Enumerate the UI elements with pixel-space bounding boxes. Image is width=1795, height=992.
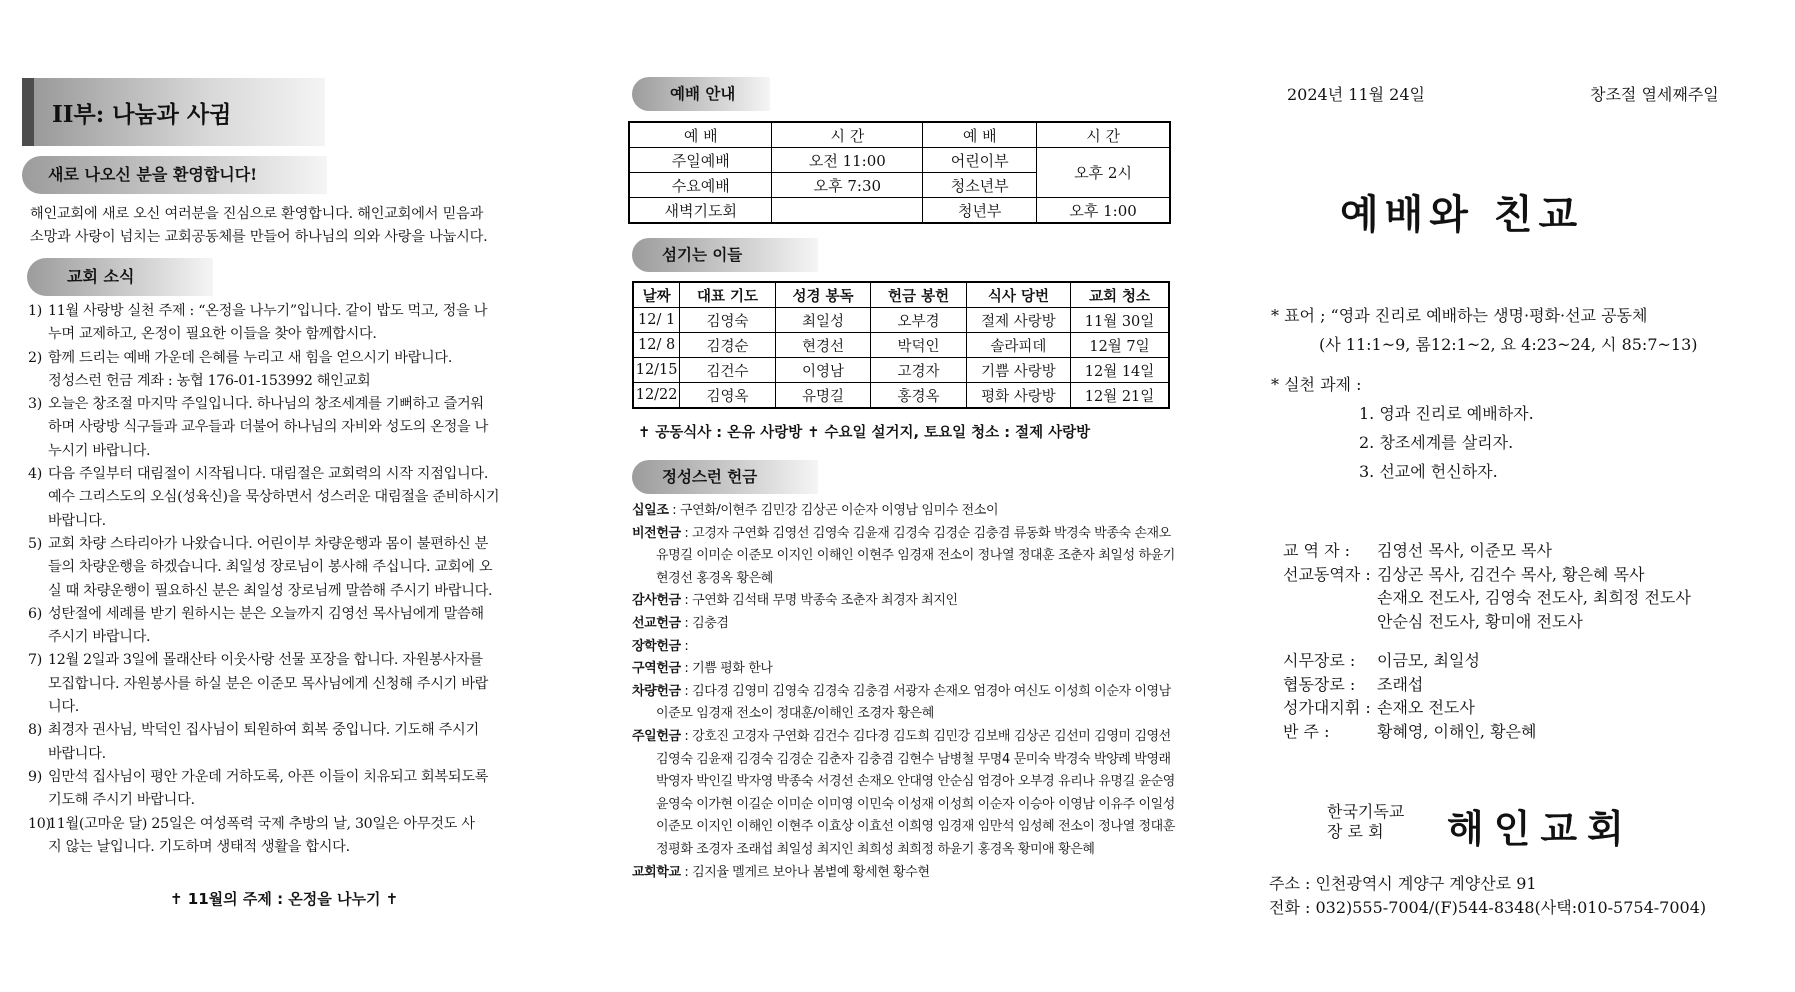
header-cell: 예 배: [629, 122, 772, 148]
staff-names: 김영선 목사, 이준모 목사: [1377, 541, 1552, 560]
staff-role: 시무장로 :: [1283, 651, 1356, 670]
motto: [1271, 301, 1698, 359]
news-number: 5): [28, 535, 42, 552]
news-line: 누며 교제하고, 온정이 필요한 이들을 찾아 함께합시다.: [48, 326, 377, 343]
staff-role: 교 역 자 :: [1283, 541, 1351, 560]
worship-header: [632, 77, 770, 111]
worship-row: [629, 148, 1170, 173]
part-title: II부: 나눔과 사귐: [52, 101, 232, 128]
worship-name: 수요예배: [629, 173, 772, 198]
staff-names: 김상곤 목사, 김건수 목사, 황은혜 목사: [1377, 564, 1645, 584]
news-line: 모집합니다. 자원봉사를 하실 분은 이준모 목사님에게 신청해 주시기 바랍: [48, 675, 489, 692]
offering-label: 십일조: [632, 503, 669, 518]
news-line: 주시기 바랍니다.: [48, 629, 151, 646]
denomination: [1327, 802, 1404, 842]
address: 주소 : 인천광역시 계양구 계양산로 91: [1269, 874, 1537, 893]
church-name: 해인교회: [1447, 807, 1634, 851]
worship-name: 청년부: [923, 198, 1037, 224]
offering-label: 교회학교: [632, 864, 681, 880]
staff-role: 협동장로 :: [1283, 674, 1356, 694]
staff-role: 성가대지휘 :: [1283, 698, 1371, 717]
offering-row: [632, 681, 1182, 726]
separator: :: [680, 683, 693, 699]
header-cell: 시 간: [1037, 122, 1170, 148]
contact: [1269, 872, 1706, 920]
staff-row: [1283, 586, 1691, 610]
duty-cell: 김건수: [680, 358, 776, 383]
motto-text: * 표어 ; “영과 진리로 예배하는 생명·평화·선교 공동체: [1271, 306, 1648, 325]
staff-names: 안순심 전도사, 황미애 전도사: [1377, 611, 1583, 631]
duty-cell: 유명길: [775, 383, 871, 409]
welcome-line: 소망과 사랑이 넘치는 교회공동체를 만들어 하나님의 의와 사랑을 나눕시다.: [30, 229, 488, 246]
elders-list: [1283, 649, 1536, 743]
offering-label: 선교헌금: [632, 615, 681, 631]
welcome-title: 새로 나오신 분을 환영합니다!: [48, 165, 258, 184]
staff-names: 이금모, 최일성: [1377, 651, 1480, 670]
news-number: 2): [28, 349, 42, 366]
news-line: 니다.: [48, 699, 80, 716]
offering-label: 주일헌금: [632, 728, 681, 744]
separator: :: [680, 615, 693, 631]
duty-cell: 박덕인: [871, 333, 967, 358]
offering-names: 기쁨 평화 한나: [692, 661, 773, 677]
duty-cell: 평화 사랑방: [966, 383, 1070, 409]
news-line: 12월 2일과 3일에 몰래산타 이웃사랑 선물 포장을 합니다. 자원봉사자를: [48, 652, 483, 669]
offering-names: 강호진 고경자 구연화 김건수 김다경 김도희 김민강 김보배 김상곤 김선미 김영미 김영선 김영숙 김윤재 김경숙 김경순 김춘자 김충겸 김현수 남병철 무명4 문미숙 박경숙 박양례 박영래 박영자 박인길 박자영 박종숙 서경선 손재오 안대영 안순심 엄경아 오부경 유리나 유명길 윤순영 윤영숙 이가현 이길순 이미순 이미영 이민숙 이성재 이성희 이순자 이승아 이영남 이유주 이일성 이준모 이지인 이해인 이현주 이효상 이효선 이희영 임경재 임만석 임성혜 전소이 정나열 정대훈 정평화 조경자 조래섭 최일성 최지인 최희성 최희정 하윤기 홍경옥 황미애 황은혜: [656, 728, 1175, 857]
news-line: 기도해 주시기 바랍니다.: [48, 792, 195, 809]
news-line: 실 때 차량운행이 필요하신 분은 최일성 장로님께 말씀해 주시기 바랍니다.: [48, 582, 493, 599]
worship-row: [629, 198, 1170, 224]
duty-row: [633, 383, 1169, 409]
monthly-theme: ✝ 11월의 주제 : 온정을 나누기 ✝: [170, 890, 399, 908]
tasks: [1271, 370, 1534, 486]
news-item: [22, 719, 582, 766]
news-line: 하며 사랑방 식구들과 교우들과 더불어 하나님의 자비와 성도의 온정을 나: [48, 419, 489, 436]
news-line: 들의 차량운행을 하겠습니다. 최일성 장로님이 봉사해 주십니다. 교회에 오: [48, 559, 493, 576]
worship-header-row: [629, 122, 1170, 148]
news-line: 함께 드리는 예배 가운데 은혜를 누리고 새 힘을 얻으시기 바랍니다.: [48, 349, 453, 366]
news-line: 최경자 권사님, 박덕인 집사님이 퇴원하여 회복 중입니다. 기도해 주시기: [48, 722, 479, 739]
news-line: 지 않는 날입니다. 기도하며 생태적 생활을 합시다.: [48, 838, 350, 855]
worship-time: 오후 1:00: [1037, 198, 1170, 224]
task-item: 3. 선교에 헌신하자.: [1359, 462, 1498, 481]
news-item: [22, 463, 582, 533]
duty-cell: 절제 사랑방: [966, 308, 1070, 333]
task-item: 1. 영과 진리로 예배하자.: [1359, 404, 1534, 423]
offering-header: [632, 460, 818, 494]
offering-label: 감사헌금: [632, 593, 681, 609]
news-header: [27, 258, 213, 296]
news-line: 누시기 바랍니다.: [48, 442, 151, 459]
news-line: 바랍니다.: [48, 512, 106, 529]
news-item: [22, 393, 582, 463]
section-title: 예배와 친교: [1340, 192, 1584, 238]
duty-cell: 11월 30일: [1071, 308, 1169, 333]
header-cell: 예 배: [923, 122, 1037, 148]
duty-cell: 솔라피데: [966, 333, 1070, 358]
worship-name: 어린이부: [923, 148, 1037, 173]
staff-list: [1283, 539, 1691, 633]
separator: :: [680, 525, 693, 541]
tasks-title: * 실천 과제 :: [1271, 375, 1362, 394]
offering-names: 구연화 김석태 무명 박종숙 조춘자 최경자 최지인: [692, 593, 958, 609]
news-line: 예수 그리스도의 오심(성육신)을 묵상하면서 성스러운 대림절을 준비하시기: [48, 489, 500, 506]
worship-time: 오전 11:00: [772, 148, 923, 173]
offering-row: [632, 523, 1182, 591]
offering-row: [632, 726, 1182, 862]
staff-row: [1283, 610, 1691, 634]
bulletin-date: 2024년 11월 24일: [1287, 85, 1425, 104]
denomination-line: 한국기독교: [1327, 802, 1405, 821]
news-number: 6): [28, 605, 42, 622]
duty-cell: 오부경: [871, 308, 967, 333]
servers-header: [632, 238, 818, 272]
duty-cell: 12월 14일: [1071, 358, 1169, 383]
duty-header-cell: 날짜: [633, 282, 680, 308]
news-item: [22, 813, 582, 860]
staff-names: 황혜영, 이해인, 황은혜: [1377, 721, 1537, 741]
staff-names: 조래섭: [1377, 674, 1424, 694]
staff-role: 반 주 :: [1283, 721, 1330, 741]
news-number: 3): [28, 396, 42, 413]
duty-cell: 기쁨 사랑방: [966, 358, 1070, 383]
worship-name: 주일예배: [629, 148, 772, 173]
staff-names: 손재오 전도사, 김영숙 전도사, 최희정 전도사: [1377, 588, 1691, 607]
motto-refs: (사 11:1~9, 롬12:1~2, 요 4:23~24, 시 85:7~13): [1319, 335, 1698, 354]
staff-row: [1283, 649, 1536, 673]
news-line: 11월 사랑방 실천 주제 : “온정을 나누기”입니다. 같이 밥도 먹고, 정을 나: [48, 303, 488, 319]
duty-cell: 홍경옥: [871, 383, 967, 409]
offering-row: [632, 613, 1182, 636]
offering-label: 차량헌금: [632, 683, 681, 699]
news-number: 8): [28, 722, 42, 739]
duty-cell: 현경선: [775, 333, 871, 358]
staff-row: [1283, 696, 1536, 720]
news-line: 성탄절에 세례를 받기 원하시는 분은 오늘까지 김영선 목사님에게 말씀해: [48, 605, 484, 622]
separator: :: [680, 638, 689, 654]
duty-row: [633, 358, 1169, 383]
worship-title: 예배 안내: [670, 84, 736, 103]
offering-names: 구연화/이현주 김민강 김상곤 이순자 이영남 임미수 전소이: [679, 503, 999, 518]
duty-header-cell: 교회 청소: [1071, 282, 1169, 308]
duty-cell: 12/22: [633, 383, 680, 409]
offering-row: [632, 500, 1182, 523]
news-line: 바랍니다.: [48, 745, 106, 762]
news-line: 정성스런 헌금 계좌 : 농협 176-01-153992 해인교회: [48, 372, 371, 389]
duty-cell: 12/ 1: [633, 308, 680, 333]
task-item: 2. 창조세계를 살리자.: [1359, 433, 1514, 452]
separator: :: [680, 661, 693, 677]
news-item: [22, 347, 582, 394]
news-number: 1): [28, 303, 42, 319]
duty-cell: 12월 21일: [1071, 383, 1169, 409]
offering-row: [632, 636, 1182, 659]
welcome-text: [30, 203, 487, 250]
news-item: [22, 649, 582, 719]
worship-time: 오후 7:30: [772, 173, 923, 198]
duty-row: [633, 333, 1169, 358]
duty-cell: 12/ 8: [633, 333, 680, 358]
separator: :: [680, 728, 693, 744]
offering-label: 비전헌금: [632, 525, 681, 541]
offering-label: 장학헌금: [632, 638, 681, 654]
offering-names: 김충겸: [692, 615, 729, 631]
header-cell: 시 간: [772, 122, 923, 148]
offering-row: [632, 862, 1182, 885]
liturgical-sunday: 창조절 열세째주일: [1590, 85, 1719, 104]
offering-label: 구역헌금: [632, 661, 681, 677]
welcome-line: 해인교회에 새로 오신 여러분을 진심으로 환영합니다. 해인교회에서 믿음과: [30, 206, 484, 222]
part-banner: [22, 78, 325, 146]
news-item: [22, 533, 582, 603]
worship-time: 오후 2시: [1037, 148, 1170, 198]
staff-names: 손재오 전도사: [1377, 698, 1475, 717]
news-line: 다음 주일부터 대림절이 시작됩니다. 대림절은 교회력의 시작 지점입니다.: [48, 466, 489, 483]
duty-header-cell: 대표 기도: [680, 282, 776, 308]
duty-cell: 고경자: [871, 358, 967, 383]
news-item: [22, 603, 582, 650]
staff-row: [1283, 673, 1536, 697]
staff-role: 선교동역자 :: [1283, 564, 1371, 584]
servers-title: 섬기는 이들: [662, 245, 743, 264]
duty-header-cell: 식사 당번: [966, 282, 1070, 308]
news-item: [22, 300, 582, 347]
news-line: 교회 차량 스타리아가 나왔습니다. 어린이부 차량운행과 몸이 불편하신 분: [48, 535, 489, 552]
duty-note: ✝ 공동식사 : 온유 사랑방 ✝ 수요일 설거지, 토요일 청소 : 절제 사랑방: [638, 425, 1091, 441]
offering-names: 김다경 김영미 김영숙 김경숙 김충겸 서광자 손재오 엄경아 여신도 이성희 이순자 이영남 이준모 임경재 전소이 정대훈/이해인 조경자 황은혜: [656, 683, 1171, 722]
duty-cell: 최일성: [775, 308, 871, 333]
welcome-header: [22, 156, 327, 194]
offering-row: [632, 590, 1182, 613]
staff-row: [1283, 720, 1536, 744]
news-number: 7): [28, 652, 42, 669]
offering-title: 정성스런 헌금: [662, 467, 758, 486]
worship-name: 청소년부: [923, 173, 1037, 198]
offering-names: 고경자 구연화 김영선 김영숙 김윤재 김경숙 김경순 김충겸 류동화 박경숙 박종숙 손재오 유명길 이미순 이준모 이지인 이해인 이현주 임경재 전소이 정나열 정대훈 조춘자 최일성 하윤기 현경선 홍경옥 황은혜: [656, 525, 1175, 586]
separator: :: [668, 503, 680, 518]
worship-name: 새벽기도회: [629, 198, 772, 224]
separator: :: [680, 864, 693, 880]
duty-cell: 김영옥: [680, 383, 776, 409]
duty-cell: 김경순: [680, 333, 776, 358]
offering-names: 김지율 멜게르 보아나 봄볕예 황세현 황수현: [692, 864, 930, 880]
duty-row: [633, 308, 1169, 333]
news-line: 오늘은 창조절 마지막 주일입니다. 하나님의 창조세계를 기뻐하고 즐거워: [48, 396, 484, 413]
news-number: 4): [28, 466, 42, 483]
news-number: 9): [28, 768, 42, 785]
duty-cell: 12월 7일: [1071, 333, 1169, 358]
duty-header-row: [633, 282, 1169, 308]
duty-cell: 김영숙: [680, 308, 776, 333]
worship-time: [772, 198, 923, 224]
worship-table: [628, 121, 1171, 224]
news-list: [22, 300, 582, 859]
separator: :: [680, 593, 693, 609]
news-title: 교회 소식: [67, 267, 135, 286]
duty-table: [632, 281, 1170, 409]
news-item: [22, 766, 582, 813]
denomination-line: 장 로 회: [1327, 822, 1384, 841]
duty-header-cell: 헌금 봉헌: [871, 282, 967, 308]
duty-cell: 이영남: [775, 358, 871, 383]
duty-cell: 12/15: [633, 358, 680, 383]
staff-row: [1283, 539, 1691, 563]
offering-list: [632, 500, 1182, 884]
news-number: 10): [28, 815, 51, 832]
news-line: 임만석 집사님이 평안 가운데 거하도록, 아픈 이들이 치유되고 회복되도록: [48, 768, 489, 785]
offering-row: [632, 658, 1182, 681]
duty-header-cell: 성경 봉독: [775, 282, 871, 308]
phone: 전화 : 032)555-7004/(F)544-8348(사택:010-5754-7004): [1269, 898, 1707, 917]
news-line: 11월(고마운 달) 25일은 여성폭력 국제 추방의 날, 30일은 아무것도 사: [48, 815, 475, 832]
staff-row: [1283, 563, 1691, 587]
